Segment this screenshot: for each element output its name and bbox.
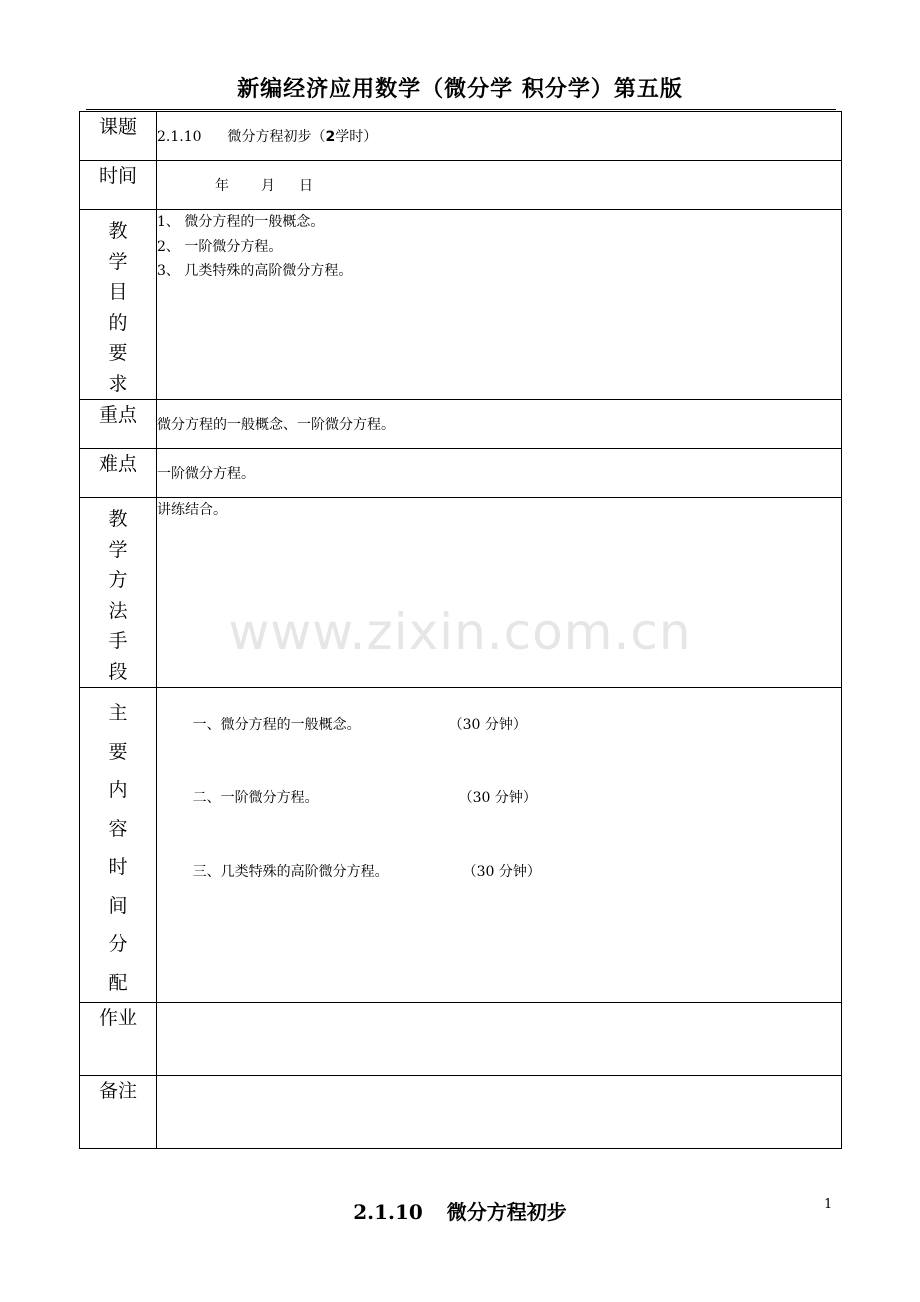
row-homework <box>80 1003 842 1076</box>
schedule-item-duration: （30 分钟） <box>462 863 541 880</box>
objective-item: 1、 微分方程的一般概念。 <box>157 214 325 230</box>
label-char: 手 <box>108 630 128 652</box>
label-char: 教 <box>108 220 128 242</box>
section-heading-title: 微分方程初步 <box>446 1200 567 1224</box>
label-char: 学 <box>108 250 128 273</box>
label-difficulties: 难点 <box>80 449 157 498</box>
row-difficulties <box>80 449 842 498</box>
row-content-schedule <box>80 688 842 1003</box>
schedule-item-text: 二、一阶微分方程。 <box>192 790 319 806</box>
schedule-item <box>157 688 841 762</box>
objective-item: 3、 几类特殊的高阶微分方程。 <box>157 263 353 279</box>
time-cell <box>157 161 842 210</box>
row-time <box>80 161 842 210</box>
label-char: 法 <box>108 599 128 622</box>
row-remarks <box>80 1076 842 1149</box>
time-day: 日 <box>299 178 313 194</box>
schedule-item-duration: （30 分钟） <box>448 716 527 733</box>
row-topic <box>80 112 842 161</box>
topic-code: 2.1.10 <box>157 129 202 145</box>
time-year: 年 <box>215 178 229 194</box>
label-char: 方 <box>108 569 128 591</box>
topic-cell <box>157 112 842 161</box>
methods-text: 讲练结合。 <box>157 502 227 518</box>
schedule-item-duration: （30 分钟） <box>458 790 537 806</box>
label-methods <box>80 498 157 688</box>
document-title: 新编经济应用数学（微分学 积分学）第五版 <box>237 77 683 102</box>
topic-name: 微分方程初步（ <box>227 129 326 145</box>
label-char: 配 <box>108 971 128 994</box>
remarks-text <box>157 1076 842 1149</box>
label-char: 要 <box>108 342 128 364</box>
label-time: 时间 <box>80 161 157 210</box>
label-char: 目 <box>108 281 128 303</box>
content-schedule-cell <box>157 688 842 1003</box>
label-objectives <box>80 210 157 400</box>
objectives-cell <box>157 210 842 400</box>
objective-item: 2、 一阶微分方程。 <box>157 238 283 255</box>
label-remarks: 备注 <box>80 1076 157 1149</box>
label-char: 时 <box>108 856 128 878</box>
title-rule <box>86 109 836 110</box>
section-heading <box>0 1196 920 1225</box>
time-month: 月 <box>261 178 275 194</box>
label-homework: 作业 <box>80 1003 157 1076</box>
label-char: 分 <box>108 933 128 955</box>
topic-hours-unit: 学时） <box>335 129 378 145</box>
schedule-item <box>157 835 841 909</box>
row-methods <box>80 498 842 688</box>
label-char: 学 <box>108 538 128 561</box>
difficulties-text: 一阶微分方程。 <box>157 449 842 498</box>
label-char: 容 <box>108 817 128 840</box>
schedule-item-text: 一、微分方程的一般概念。 <box>192 716 361 733</box>
label-char: 求 <box>108 372 128 395</box>
label-topic: 课题 <box>80 112 157 161</box>
section-heading-code: 2.1.10 <box>353 1200 423 1224</box>
schedule-item <box>157 762 841 836</box>
row-objectives <box>80 210 842 400</box>
watermark: www.zixin.com.cn <box>228 603 692 661</box>
methods-cell <box>157 498 842 688</box>
homework-text <box>157 1003 842 1076</box>
key-points-text: 微分方程的一般概念、一阶微分方程。 <box>157 400 842 449</box>
label-char: 间 <box>108 894 128 917</box>
label-char: 段 <box>108 660 128 683</box>
topic-hours-number: 2 <box>325 129 336 145</box>
page-number: 1 <box>824 1197 833 1212</box>
label-content-schedule <box>80 688 157 1003</box>
row-key-points <box>80 400 842 449</box>
label-char: 要 <box>108 740 128 763</box>
schedule-item-text: 三、几类特殊的高阶微分方程。 <box>192 863 389 880</box>
label-key-points: 重点 <box>80 400 157 449</box>
label-char: 主 <box>108 702 128 724</box>
lesson-plan-table <box>79 111 842 1149</box>
label-char: 教 <box>108 508 128 530</box>
label-char: 的 <box>108 311 128 334</box>
label-char: 内 <box>108 779 128 801</box>
